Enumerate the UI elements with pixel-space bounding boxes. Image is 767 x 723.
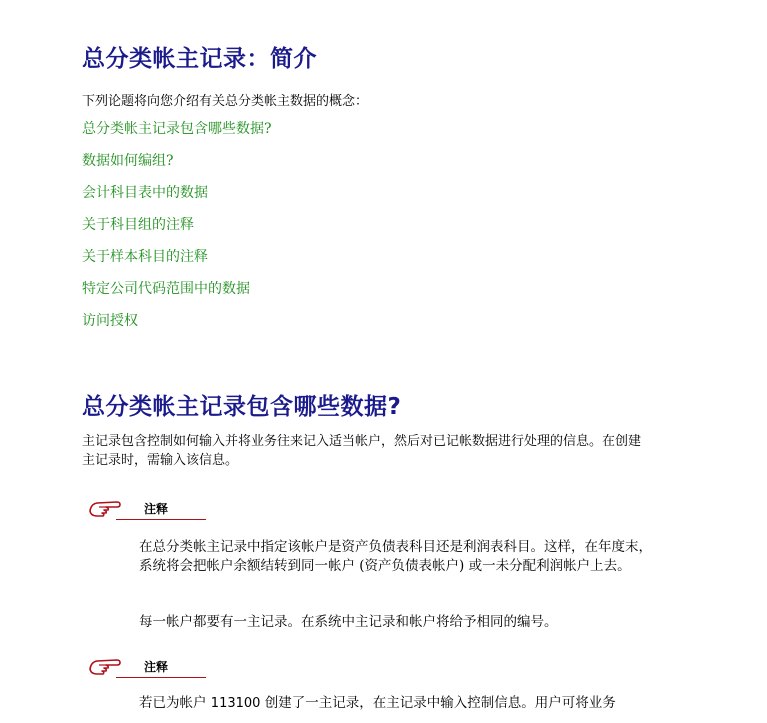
list-item [82,118,272,150]
master-data-paragraph: 主记录包含控制如何输入并将业务往来记入适当帐户，然后对已记帐数据进行处理的信息。在创建主记录时，需输入该信息。 [82,434,642,468]
note-extra-paragraph: 每一帐户都要有一主记录。在系统中主记录和帐户将给予相同的编号。 [139,614,558,630]
note-label: 注释 [144,502,169,516]
pointing-hand-icon [88,656,122,678]
list-item [82,278,272,310]
note-label: 注释 [144,660,169,674]
section-title-master-data: 总分类帐主记录包含哪些数据? [82,394,402,420]
note-header [88,498,208,522]
note-body: 在总分类帐主记录中指定该帐户是资产负债表科目还是利润表科目。这样，在年度末，系统将会把帐户余额结转到同一帐户 (资产负债表帐户) 或一未分配利润帐户上去。 [139,539,652,574]
topic-link-authorization[interactable]: 访问授权 [82,313,138,329]
pointing-hand-icon [88,498,122,520]
list-item [82,310,272,342]
topic-link-data-grouping[interactable]: 数据如何编组? [82,153,174,169]
topic-link-sample-accounts[interactable]: 关于样本科目的注释 [82,249,208,265]
note-body [139,694,739,713]
topic-link-list [82,118,272,342]
note-divider [116,519,206,520]
topic-link-master-data[interactable]: 总分类帐主记录包含哪些数据? [82,121,272,137]
list-item [82,214,272,246]
account-number: 113100 [210,696,261,711]
topic-link-chart-of-accounts[interactable]: 会计科目表中的数据 [82,185,208,201]
note-header [88,656,208,680]
intro-text: 下列论题将向您介绍有关总分类帐主数据的概念： [82,94,369,109]
list-item [82,150,272,182]
section-title-intro: 总分类帐主记录：简介 [82,46,317,72]
note-text-suffix: 创建了一主记录，在主记录中输入控制信息。用户可将业务 [260,695,616,711]
note-divider [116,677,206,678]
list-item [82,182,272,214]
note-text-prefix: 若已为帐户 [139,695,211,711]
list-item [82,246,272,278]
topic-link-account-groups[interactable]: 关于科目组的注释 [82,217,194,233]
topic-link-company-code-data[interactable]: 特定公司代码范围中的数据 [82,281,250,297]
